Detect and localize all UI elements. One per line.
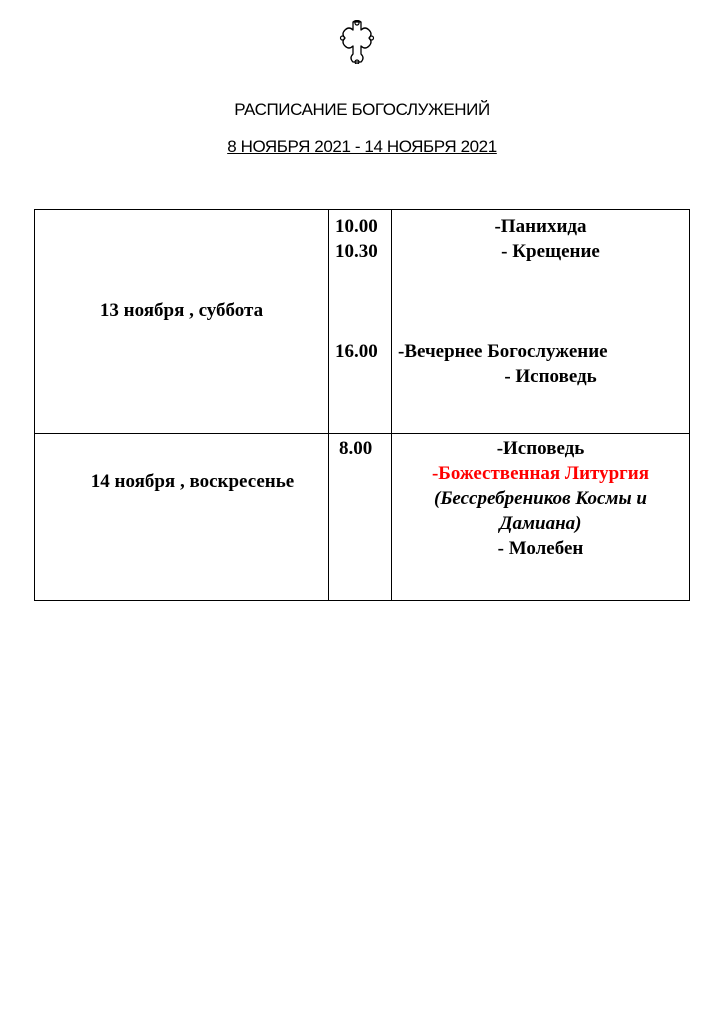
service-item: - Крещение — [501, 241, 600, 262]
table-row — [35, 434, 690, 601]
service-item: - Исповедь — [504, 366, 597, 387]
time-value: 10.00 — [335, 216, 378, 237]
day-label: 14 ноября , воскресенье — [90, 471, 295, 492]
schedule-table — [34, 209, 690, 601]
table-row — [35, 210, 690, 434]
service-item: -Панихида — [494, 216, 587, 237]
time-cell — [329, 434, 392, 601]
time-value: 8.00 — [339, 438, 373, 459]
time-value: 16.00 — [335, 341, 378, 362]
service-item-note: (Бессребреников Космы и — [434, 488, 647, 509]
service-item-highlight: -Божественная Литургия — [431, 463, 650, 484]
service-cell — [392, 210, 690, 434]
service-item: -Исповедь — [496, 438, 585, 459]
service-item: -Вечернее Богослужение — [398, 341, 608, 362]
orthodox-cross-icon — [339, 20, 375, 64]
service-item-note: Дамиана) — [499, 513, 582, 534]
day-label: 13 ноября , суббота — [99, 300, 264, 321]
day-cell — [35, 434, 329, 601]
time-value: 10.30 — [335, 241, 378, 262]
day-cell — [35, 210, 329, 434]
service-cell — [392, 434, 690, 601]
time-cell — [329, 210, 392, 434]
date-range: 8 НОЯБРЯ 2021 - 14 НОЯБРЯ 2021 — [227, 137, 497, 156]
page-title: РАСПИСАНИЕ БОГОСЛУЖЕНИЙ — [234, 100, 490, 119]
service-item: - Молебен — [497, 538, 584, 559]
